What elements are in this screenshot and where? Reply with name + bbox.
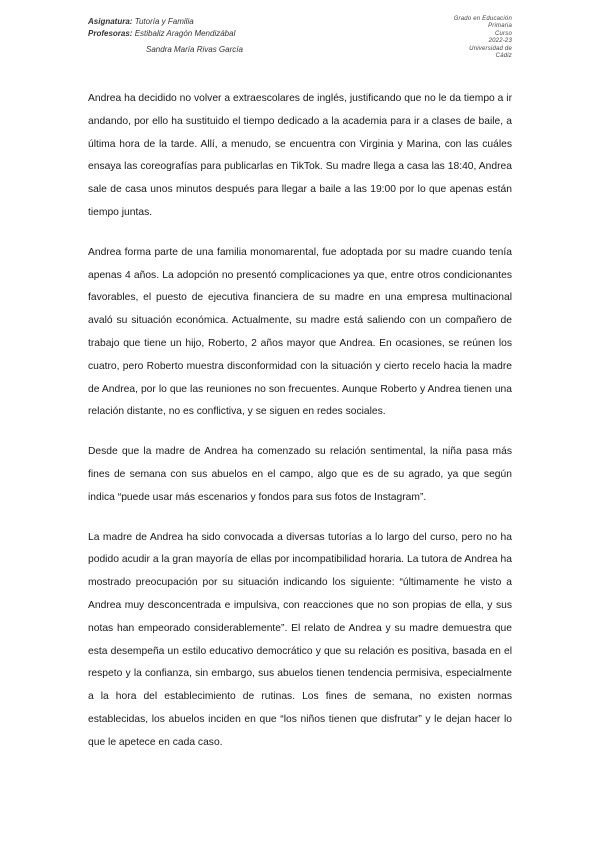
- subject-value: Tutoría y Familia: [134, 17, 194, 26]
- course-line: Cádiz: [495, 53, 512, 60]
- course-line: Curso: [494, 30, 512, 37]
- teachers-label: Profesoras:: [88, 29, 133, 39]
- teachers-line: [88, 28, 328, 40]
- teacher-1: Estibaliz Aragón Mendizábal: [134, 29, 236, 39]
- header-course-info: [402, 16, 512, 60]
- paragraph-2: Andrea forma parte de una familia monomarental, fue adoptada por su madre cuando tenía apenas 4 años. La adopción no presentó complicaciones ya que, entre otros condicionantes favorables, el puesto de ejecutiva financiera de su madre en una empresa multinacional avaló su situación económica. Actualmente, su madre está saliendo con un compañero de trabajo que tiene un hijo, Roberto, 2 años mayor que Andrea. En ocasiones, se reúnen los cuatro, pero Roberto muestra disconformidad con la situación y cierto recelo hacia la madre de Andrea, por lo que las reuniones no son frecuentes. Aunque Roberto y Andrea tienen una relación distante, no es conflictiva, y se siguen en redes sociales.: [88, 246, 512, 418]
- paragraph-3: Desde que la madre de Andrea ha comenzado su relación sentimental, la niña pasa más fines de semana con sus abuelos en el campo, algo que es de su agrado, ya que según indica “puede usar más escenarios y fondos para sus fotos de Instagram”.: [88, 446, 512, 503]
- course-line: 2022-23: [488, 38, 512, 45]
- course-line: Primaria: [488, 23, 512, 30]
- document-body: [88, 88, 512, 772]
- subject-label: Asignatura:: [88, 17, 133, 26]
- paragraph-4: La madre de Andrea ha sido convocada a diversas tutorías a lo largo del curso, pero no ha podido acudir a la gran mayoría de ellas por incompatibilidad horaria. La tutora de Andrea ha mostrado preocupación por su situación indicando los siguiente: “últimamente he visto a Andrea muy desconcentrada e impulsiva, con reacciones que no son propias de ella, y sus notas han empeorado considerablemente”. El relato de Andrea y su madre demuestra que esta desempeña un estilo educativo democrático y que su relación es positiva, basada en el respeto y la confianza, sin embargo, sus abuelos tienen tendencia permisiva, especialmente a la hora del establecimiento de rutinas. Los fines de semana, no existen normas establecidas, los abuelos inciden en que “los niños tienen que disfrutar” y le dejan hacer lo que le apetece en cada caso.: [88, 531, 512, 748]
- header-left-info: [88, 16, 328, 56]
- teacher-2: Sandra María Rivas García: [146, 44, 243, 54]
- paragraph-1: Andrea ha decidido no volver a extraescolares de inglés, justificando que no le da tiempo a ir andando, por ello ha sustituido el tiempo dedicado a la academia para ir a clases de baile, a última hora de la tarde. Allí, a menudo, se encuentra con Virginia y Marina, con las cuáles ensaya las coreografías para publicarlas en TikTok. Su madre llega a casa las 18:40, Andrea sale de casa unos minutos después para llegar a baile a las 19:00 por lo que apenas están tiempo juntas.: [88, 93, 512, 218]
- course-line: Grado en Educación: [453, 16, 512, 22]
- subject-line: [88, 16, 328, 28]
- course-line: Universidad de: [469, 45, 512, 52]
